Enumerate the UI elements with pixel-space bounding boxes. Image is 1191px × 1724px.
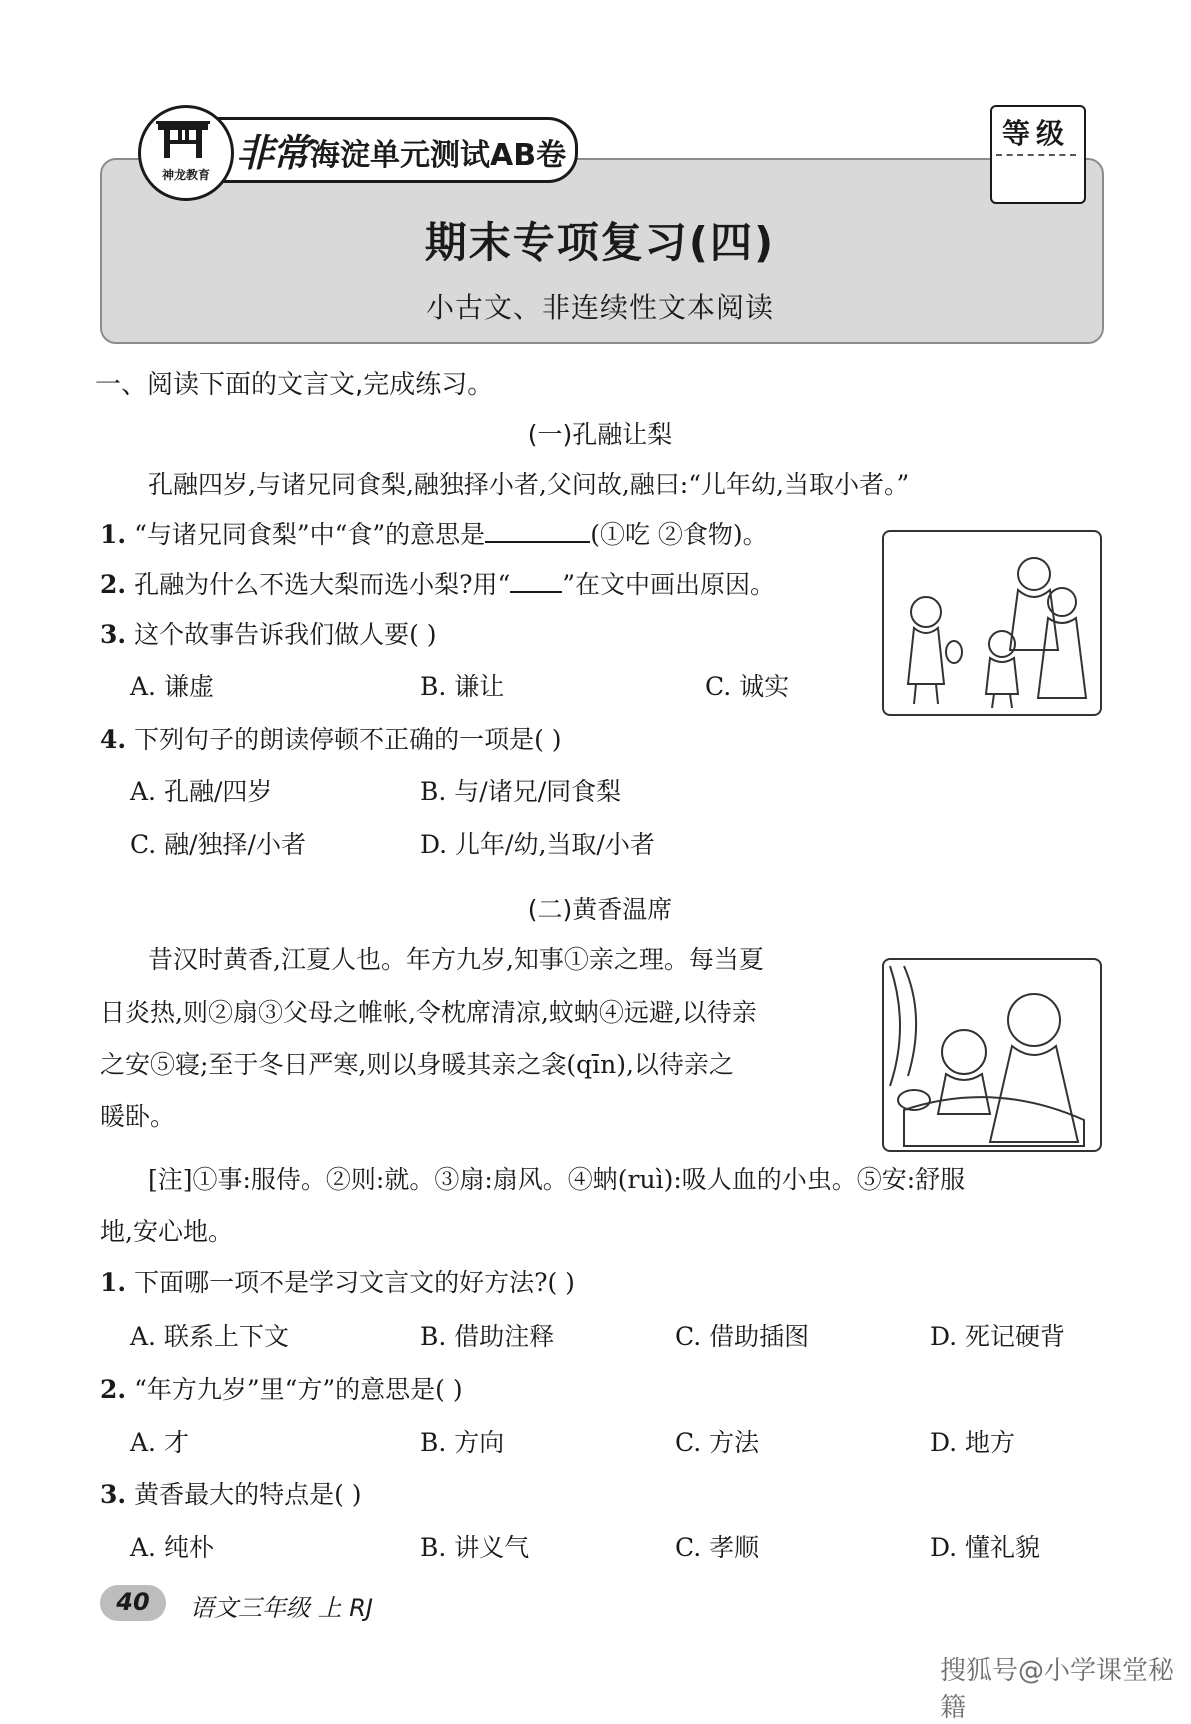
page-number: 40: [116, 1588, 150, 1616]
option[interactable]: A. 才: [130, 1428, 189, 1457]
option[interactable]: D. 懂礼貌: [930, 1533, 1041, 1562]
grade-label: 等级: [1001, 117, 1070, 150]
question-3: [100, 620, 437, 650]
question-text: 孔融为什么不选大梨而选小梨?用“: [134, 570, 511, 599]
brand-script: 非常: [236, 130, 309, 175]
option[interactable]: B. 与/诸兄/同食梨: [420, 777, 622, 806]
option[interactable]: A. 联系上下文: [130, 1322, 289, 1351]
question-number: 2.: [100, 1375, 127, 1404]
question-number: 4.: [100, 725, 127, 754]
option[interactable]: D. 死记硬背: [930, 1322, 1066, 1351]
option[interactable]: C. 孝顺: [675, 1533, 760, 1562]
option[interactable]: C. 诚实: [705, 672, 790, 701]
watermark: 搜狐号@小学课堂秘籍: [940, 1656, 1175, 1723]
book-info: 语文三年级 上 RJ: [190, 1594, 374, 1622]
section-heading: 一、阅读下面的文言文,完成练习。: [95, 370, 494, 400]
option[interactable]: B. 讲义气: [420, 1533, 530, 1562]
question-3: [100, 1480, 362, 1510]
option[interactable]: A. 谦虚: [130, 672, 214, 701]
option[interactable]: B. 借助注释: [420, 1322, 555, 1351]
series-title: 海淀单元测试AB卷: [310, 138, 567, 173]
question-2: [100, 1375, 463, 1405]
answer-blank[interactable]: [485, 541, 590, 543]
passage-line: 日炎热,则②扇③父母之帷帐,令枕席清凉,蚊蚋④远避,以待亲: [100, 998, 757, 1027]
option[interactable]: B. 方向: [420, 1428, 505, 1457]
question-2: [100, 570, 775, 600]
passage-title: (一)孔融让梨: [527, 420, 673, 449]
passage-line: 昔汉时黄香,江夏人也。年方九岁,知事①亲之理。每当夏: [148, 945, 764, 974]
brand-logo-text: 神龙教育: [161, 168, 210, 182]
option[interactable]: C. 融/独择/小者: [130, 830, 306, 859]
question-text-tail: (①吃 ②食物)。: [590, 520, 768, 549]
note-line: 地,安心地。: [100, 1217, 233, 1246]
note-line: [注]①事:服侍。②则:就。③扇:扇风。④蚋(ruì):吸人血的小虫。⑤安:舒服: [148, 1165, 966, 1194]
passage-title: (二)黄香温席: [527, 895, 673, 924]
option[interactable]: C. 借助插图: [675, 1322, 810, 1351]
passage-text: 孔融四岁,与诸兄同食梨,融独择小者,父问故,融曰:“儿年幼,当取小者。”: [148, 470, 910, 499]
huang-xiang-illustration: [882, 958, 1102, 1152]
grade-divider: [996, 154, 1076, 156]
question-text: 这个故事告诉我们做人要( ): [134, 620, 437, 649]
question-number: 1.: [100, 1268, 127, 1297]
gate-icon: [156, 120, 210, 160]
question-text: “年方九岁”里“方”的意思是( ): [134, 1375, 463, 1404]
question-1: [100, 1268, 575, 1298]
option[interactable]: D. 地方: [930, 1428, 1016, 1457]
option[interactable]: A. 纯朴: [130, 1533, 214, 1562]
question-number: 1.: [100, 520, 127, 549]
passage-line: 之安⑤寝;至于冬日严寒,则以身暖其亲之衾(qīn),以待亲之: [100, 1050, 734, 1079]
kong-rong-illustration: [882, 530, 1102, 716]
underline-mark: [510, 591, 562, 593]
question-text: 下列句子的朗读停顿不正确的一项是( ): [134, 725, 562, 754]
option[interactable]: B. 谦让: [420, 672, 505, 701]
page-subtitle: 小古文、非连续性文本阅读: [425, 291, 774, 324]
question-number: 3.: [100, 620, 127, 649]
question-text: 黄香最大的特点是( ): [134, 1480, 362, 1509]
question-text: 下面哪一项不是学习文言文的好方法?( ): [134, 1268, 575, 1297]
page-title: 期末专项复习(四): [424, 218, 776, 267]
option[interactable]: C. 方法: [675, 1428, 760, 1457]
question-text: “与诸兄同食梨”中“食”的意思是: [134, 520, 486, 549]
question-number: 2.: [100, 570, 127, 599]
question-text-tail: ”在文中画出原因。: [562, 570, 776, 599]
question-1: [100, 520, 768, 550]
option[interactable]: D. 儿年/幼,当取/小者: [420, 830, 655, 859]
question-4: [100, 725, 562, 755]
passage-line: 暖卧。: [100, 1102, 176, 1131]
option[interactable]: A. 孔融/四岁: [130, 777, 273, 806]
question-number: 3.: [100, 1480, 127, 1509]
